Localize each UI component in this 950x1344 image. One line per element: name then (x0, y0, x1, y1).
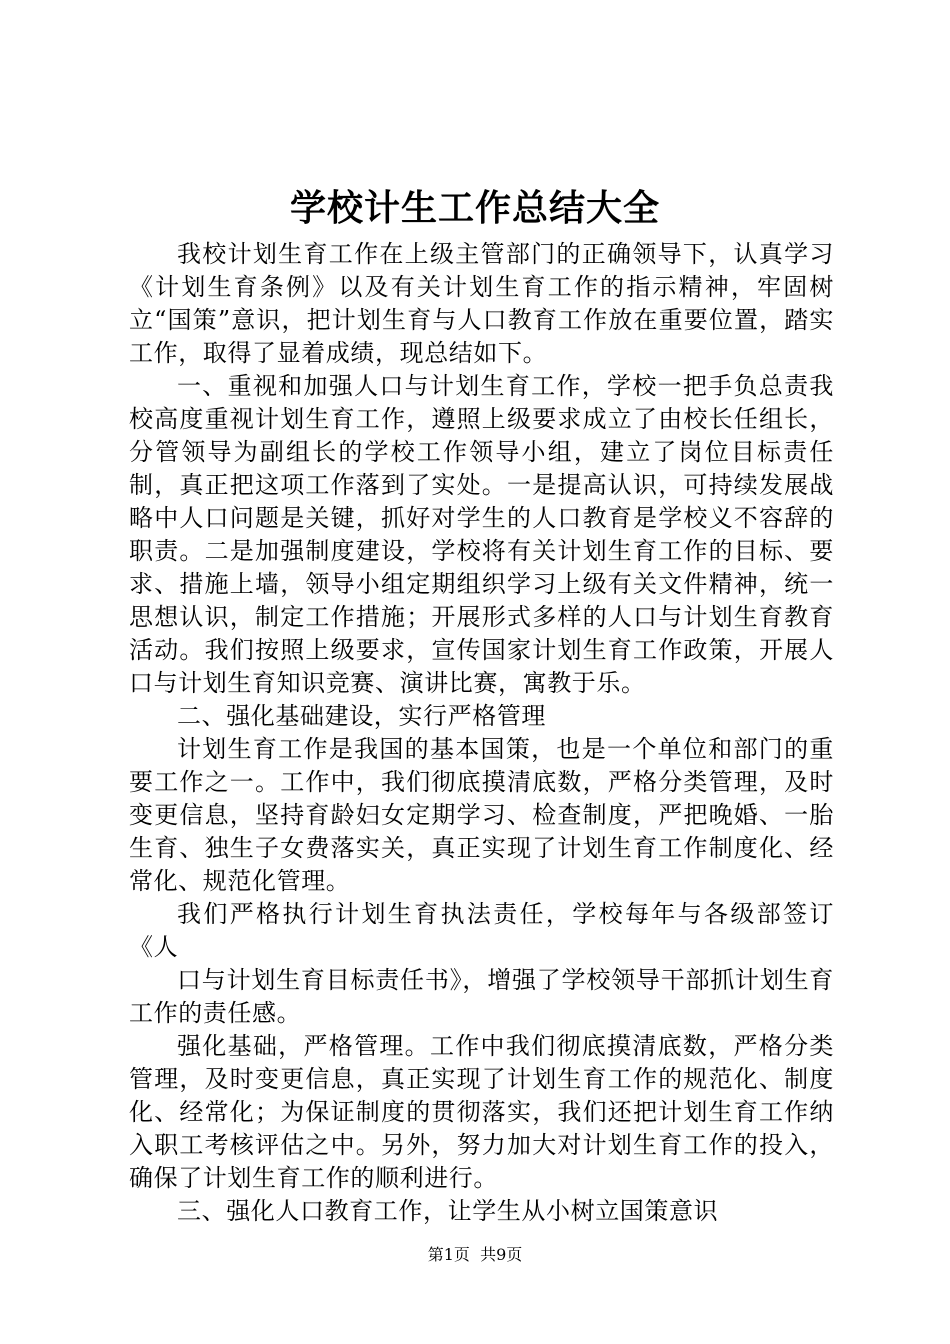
paragraph-basic-policy: 计划生育工作是我国的基本国策，也是一个单位和部门的重要工作之一。工作中，我们彻底摸清底数，严格分类管理，及时变更信息，坚持育龄妇女定期学习、检查制度，严把晚婚、一胎生育、独生子女费落实关，真正实现了计划生育工作制度化、经常化、规范化管理。 (129, 735, 834, 895)
paragraph-intro: 我校计划生育工作在上级主管部门的正确领导下，认真学习《计划生育条例》以及有关计划生育工作的指示精神，牢固树立“国策”意识，把计划生育与人口教育工作放在重要位置，踏实工作，取得了显着成绩，现总结如下。 (129, 240, 834, 367)
document-title: 学校计生工作总结大全 (289, 187, 660, 229)
page-number: 第1页 (427, 1245, 470, 1264)
paragraph-section-three-heading: 三、强化人口教育工作，让学生从小树立国策意识 (177, 1197, 719, 1225)
paragraph-strengthen-basics: 强化基础，严格管理。工作中我们彻底摸清底数，严格分类管理，及时变更信息，真正实现了计划生育工作的规范化、制度化、经常化；为保证制度的贯彻落实，我们还把计划生育工作纳入职工考核评估之中。另外，努力加大对计划生育工作的投入，确保了计划生育工作的顺利进行。 (129, 1032, 834, 1192)
page-total: 共9页 (480, 1245, 523, 1264)
paragraph-responsibility-cont: 口与计划生育目标责任书》，增强了学校领导干部抓计划生育工作的责任感。 (129, 966, 834, 1027)
page-footer (0, 1244, 950, 1266)
paragraph-responsibility: 我们严格执行计划生育执法责任，学校每年与各级部签订《人 (129, 900, 834, 961)
document-body (129, 238, 834, 1228)
paragraph-section-two-heading: 二、强化基础建设，实行严格管理 (177, 702, 546, 730)
paragraph-section-one: 一、重视和加强人口与计划生育工作，学校一把手负总责我校高度重视计划生育工作，遵照上级要求成立了由校长任组长，分管领导为副组长的学校工作领导小组，建立了岗位目标责任制，真正把这项工作落到了实处。一是提高认识，可持续发展战略中人口问题是关键，抓好对学生的人口教育是学校义不容辞的职责。二是加强制度建设，学校将有关计划生育工作的目标、要求、措施上墙，领导小组定期组织学习上级有关文件精神，统一思想认识，制定工作措施；开展形式多样的人口与计划生育教育活动。我们按照上级要求，宣传国家计划生育工作政策，开展人口与计划生育知识竞赛、演讲比赛，寓教于乐。 (129, 372, 834, 697)
